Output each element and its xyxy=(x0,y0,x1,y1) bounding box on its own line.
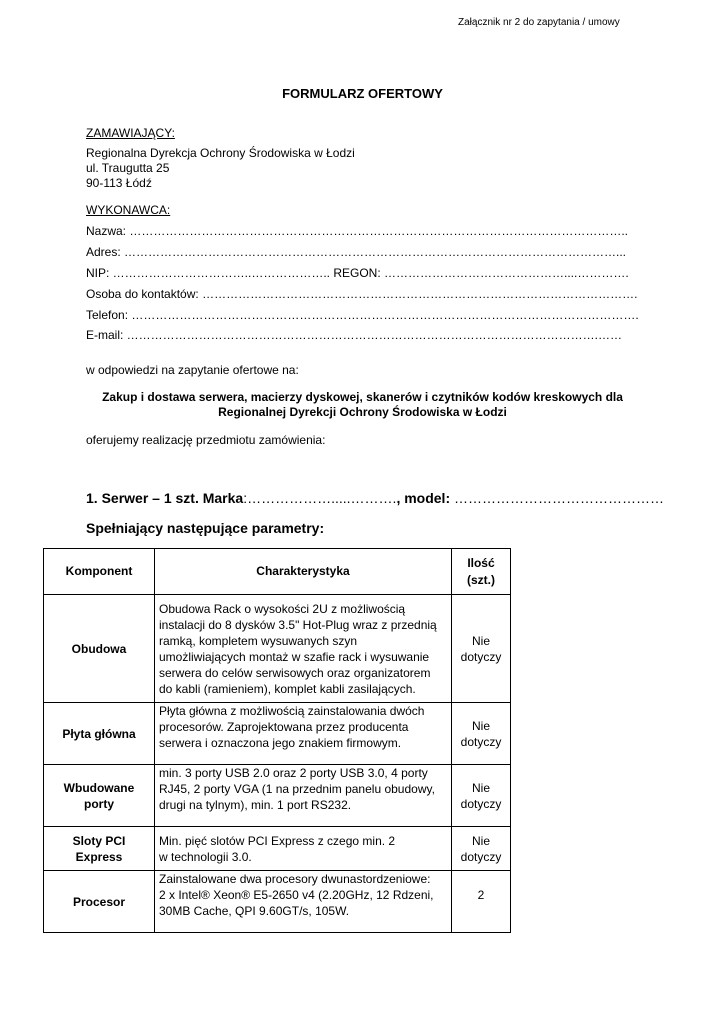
row-komponent xyxy=(44,827,155,871)
char-line: procesorów. Zaprojektowana przez producenta xyxy=(159,720,409,734)
char-line: min. 3 porty USB 2.0 oraz 2 porty USB 3.0, 4 porty xyxy=(159,766,428,780)
komponent-line2: porty xyxy=(84,796,114,811)
wykonawca-nazwa-field: Nazwa: …………………………………………………………………………………………………………….. xyxy=(86,224,629,238)
ilosc-line2: dotyczy xyxy=(460,796,502,811)
row-komponent: Obudowa xyxy=(44,595,155,703)
wykonawca-contact-field: Osoba do kontaktów: ………………………………………………………………………………………………. xyxy=(86,287,638,301)
char-line: umożliwiających montaż w szafie rack i wysuwanie xyxy=(159,649,430,664)
spec-table xyxy=(43,548,511,933)
wykonawca-email-field: E-mail: ……………………………………………………………………………………………………….…… xyxy=(86,328,623,342)
ilosc-line1: Nie xyxy=(471,780,490,795)
char-line: drugi na tylnym), min. 1 port RS232. xyxy=(159,798,352,812)
char-line: instalacji do 8 dysków 3.5" Hot-Plug wraz z przednią xyxy=(159,617,437,632)
marka-dots: :……………….....………. xyxy=(243,490,397,506)
row-charakterystyka xyxy=(155,765,452,827)
offer-text: oferujemy realizację przedmiotu zamówienia: xyxy=(86,433,326,447)
zamawiajacy-city: 90-113 Łódź xyxy=(86,176,152,190)
ilosc-line1: Nie xyxy=(471,718,490,733)
char-line: serwera do celów serwisowych oraz organizatorem xyxy=(159,665,431,680)
table-row xyxy=(44,827,511,871)
char-line: 2 x Intel® Xeon® E5-2650 v4 (2.20GHz, 12 Rdzeni, xyxy=(159,888,434,902)
table-row xyxy=(44,703,511,765)
params-heading: Spełniający następujące parametry: xyxy=(86,520,325,536)
row-charakterystyka xyxy=(155,827,452,871)
wykonawca-adres-field: Adres: ……………………………………………………………………………………………………………... xyxy=(86,245,627,259)
wykonawca-nip-regon-field: NIP: ……………………………..……………….. REGON: ………………………………………....…………. xyxy=(86,266,629,280)
komponent-line2: Express xyxy=(75,849,123,864)
zamawiajacy-street: ul. Traugutta 25 xyxy=(86,161,170,175)
header-komponent: Komponent xyxy=(44,549,155,595)
model-label: , model: xyxy=(396,490,451,506)
row-komponent xyxy=(44,765,155,827)
komponent-line1: Wbudowane xyxy=(63,780,135,795)
item-heading xyxy=(86,490,664,506)
zamawiajacy-label: ZAMAWIAJĄCY: xyxy=(86,126,175,140)
subject-line-2: Regionalnej Dyrekcji Ochrony Środowiska w Łodzi xyxy=(218,405,507,419)
char-line: ramką, kompletem wysuwanych szyn xyxy=(159,633,358,648)
char-line: Płyta główna z możliwością zainstalowania dwóch xyxy=(159,704,425,718)
ilosc-line1: Nie xyxy=(471,833,490,848)
char-line: serwera i oznaczona jego znakiem firmowym. xyxy=(159,736,402,750)
row-charakterystyka xyxy=(155,703,452,765)
row-charakterystyka xyxy=(155,595,452,703)
header-ilosc-line2: (szt.) xyxy=(467,572,495,587)
subject-line-1: Zakup i dostawa serwera, macierzy dyskowej, skanerów i czytników kodów kreskowych dla xyxy=(102,390,623,404)
row-komponent: Procesor xyxy=(44,871,155,933)
row-ilosc xyxy=(452,595,511,703)
komponent-line1: Sloty PCI xyxy=(72,833,126,848)
header-ilosc-line1: Ilość xyxy=(467,555,495,570)
char-line: do kabli (ramieniem), komplet kabli zasilających. xyxy=(159,681,416,696)
table-row xyxy=(44,871,511,933)
header-charakterystyka: Charakterystyka xyxy=(155,549,452,595)
char-line: Obudowa Rack o wysokości 2U z możliwością xyxy=(159,601,406,616)
ilosc-line2: dotyczy xyxy=(460,849,502,864)
char-line: w technologii 3.0. xyxy=(159,849,252,864)
header-ilosc xyxy=(452,549,511,595)
page-title: FORMULARZ OFERTOWY xyxy=(282,86,443,101)
row-komponent: Płyta główna xyxy=(44,703,155,765)
char-line: RJ45, 2 porty VGA (1 na przednim panelu obudowy, xyxy=(159,782,435,796)
zamawiajacy-name: Regionalna Dyrekcja Ochrony Środowiska w Łodzi xyxy=(86,146,355,160)
table-row xyxy=(44,765,511,827)
wykonawca-label: WYKONAWCA: xyxy=(86,203,171,217)
row-charakterystyka xyxy=(155,871,452,933)
row-ilosc xyxy=(452,827,511,871)
char-line: Min. pięć slotów PCI Express z czego min. 2 xyxy=(159,833,396,848)
char-line: Zainstalowane dwa procesory dwunastordzeniowe: xyxy=(159,872,431,886)
item-heading-prefix: 1. Serwer – 1 szt. Marka xyxy=(86,490,244,506)
table-header-row xyxy=(44,549,511,595)
ilosc-line2: dotyczy xyxy=(460,649,502,664)
row-ilosc xyxy=(452,765,511,827)
char-line: 30MB Cache, QPI 9.60GT/s, 105W. xyxy=(159,904,350,918)
wykonawca-phone-field: Telefon: ………………………………………………………………………………………………………………. xyxy=(86,308,639,322)
row-ilosc xyxy=(452,703,511,765)
table-row xyxy=(44,595,511,703)
intro-text: w odpowiedzi na zapytanie ofertowe na: xyxy=(86,363,299,377)
row-ilosc: 2 xyxy=(452,871,511,933)
attachment-note: Załącznik nr 2 do zapytania / umowy xyxy=(458,17,620,28)
model-dots: ……………………………………… xyxy=(450,490,664,506)
ilosc-line1: Nie xyxy=(471,633,490,648)
ilosc-line2: dotyczy xyxy=(460,734,502,749)
